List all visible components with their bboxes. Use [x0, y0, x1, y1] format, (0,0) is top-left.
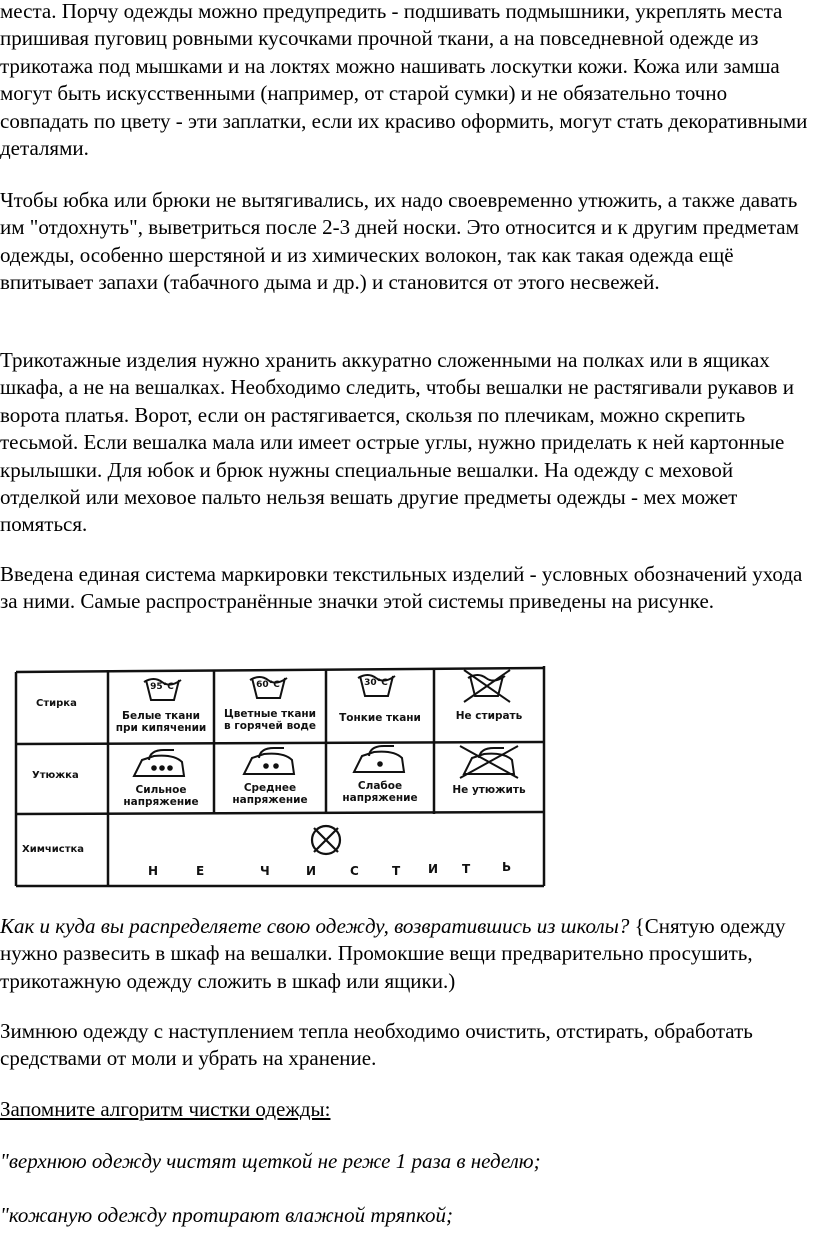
wash-caption-delicate: Тонкие ткани: [339, 712, 421, 724]
paragraph-winter-clothes: Зимнюю одежду с наступлением тепла необходимо очистить, отстирать, обработать средствами от моли и убрать на хранение.: [0, 1019, 753, 1071]
dryclean-letter-5: С: [350, 864, 359, 878]
care-table-grid: [14, 664, 546, 890]
dryclean-letter-7: И: [428, 862, 439, 876]
paragraph-question: [0, 913, 816, 995]
care-symbols-figure: [14, 664, 546, 890]
wash-temp-60: 60°C: [256, 680, 280, 690]
dryclean-letter-9: Ь: [502, 860, 512, 874]
iron-caption-weak-line2: напряжение: [342, 792, 418, 804]
iron-caption-medium-line2: напряжение: [232, 794, 308, 806]
wash-caption-white-line2: при кипячении: [115, 722, 207, 734]
iron-caption-weak-line1: Слабое: [357, 780, 403, 792]
wash-temp-30: 30°C: [364, 678, 388, 688]
iron-caption-no-iron: Не утюжить: [452, 784, 526, 796]
iron-caption-medium: [216, 782, 324, 806]
wash-caption-colored: [216, 708, 324, 732]
no-dryclean-icon: [312, 826, 340, 854]
dryclean-letter-3: Ч: [260, 864, 270, 878]
iron-weak-icon: [354, 746, 404, 772]
wash-caption-colored-line1: Цветные ткани: [223, 708, 317, 720]
iron-caption-strong-line1: Сильное: [135, 784, 187, 796]
cleaning-algorithm-heading: Запомните алгоритм чистки одежды:: [0, 1097, 331, 1121]
row-label-iron: Утюжка: [32, 770, 79, 781]
paragraph-labeling-system: Введена единая система маркировки текстильных изделий - условных обозначений ухода за ними. Самые распространённые значки этой системы приведены на рисунке.: [0, 562, 803, 614]
iron-caption-strong-line2: напряжение: [123, 796, 199, 808]
iron-caption-medium-line1: Среднее: [243, 782, 297, 794]
paragraph-knitwear-storage: Трикотажные изделия нужно хранить аккуратно сложенными на полках или в ящиках шкафа, а не на вешалках. Необходимо следить, чтобы вешалки не растягивали рукавов и ворота платья. Ворот, если он растягивается, скользя по плечикам, можно скрепить тесьмой. Если вешалка мала или имеет острые углы, нужно приделать к ней картонные крылышки. Для юбок и брюк нужны специальные вешалки. На одежду с меховой отделкой или меховое пальто нельзя вешать другие предметы одежды - мех может помяться.: [0, 348, 794, 537]
row-label-wash: Стирка: [36, 698, 77, 709]
wash-caption-colored-line2: в горячей воде: [223, 720, 317, 732]
dryclean-letter-6: Т: [392, 864, 401, 878]
question-answer: {Снятую одежду нужно развесить в шкаф на вешалки. Промокшие вещи предварительно просушить, трикотажную одежду сложить в шкаф или ящики.): [0, 914, 786, 993]
question-text: Как и куда вы распределяете свою одежду, возвратившись из школы?: [0, 914, 630, 938]
dryclean-letter-4: И: [306, 864, 317, 878]
iron-medium-icon: [244, 748, 294, 774]
paragraph-clothing-damage: места. Порчу одежды можно предупредить - подшивать подмышники, укреплять места пришивая пуговиц ровными кусочками прочной ткани, а на повседневной одежде из трикотажа под мышками и на локтях можно нашивать лоскутки кожи. Кожа или замша могут быть искусственными (например, от старой сумки) и не обязательно точно совпадать по цвету - эти заплатки, если их красиво оформить, могут стать декоративными деталями.: [0, 0, 808, 161]
wash-temp-95: 95°C: [150, 682, 174, 692]
algorithm-item-outerwear: "верхнюю одежду чистят щеткой не реже 1 раза в неделю;: [0, 1149, 541, 1173]
algorithm-item-leather: "кожаную одежду протирают влажной тряпкой;: [0, 1203, 454, 1227]
dryclean-letter-2: Е: [196, 864, 205, 878]
dryclean-letter-8: Т: [462, 862, 471, 876]
wash-caption-no-wash: Не стирать: [455, 710, 523, 722]
iron-strong-icon: [134, 750, 184, 776]
wash-caption-white-line1: Белые ткани: [122, 710, 200, 722]
dryclean-letter-1: Н: [148, 864, 159, 878]
row-label-dryclean: Химчистка: [22, 844, 85, 855]
paragraph-skirts-trousers: Чтобы юбка или брюки не вытягивались, их надо своевременно утюжить, а также давать им "отдохнуть", выветриться после 2-3 дней носки. Это относится и к другим предметам одежды, особенно шерстяной и из химических волокон, так как такая одежда ещё впитывает запахи (табачного дыма и др.) и становится от этого несвежей.: [0, 188, 799, 295]
iron-caption-strong: [110, 784, 212, 808]
no-iron-icon: [460, 746, 518, 778]
wash-caption-white: [110, 710, 212, 734]
iron-caption-weak: [328, 780, 432, 804]
no-wash-icon: [464, 670, 510, 702]
